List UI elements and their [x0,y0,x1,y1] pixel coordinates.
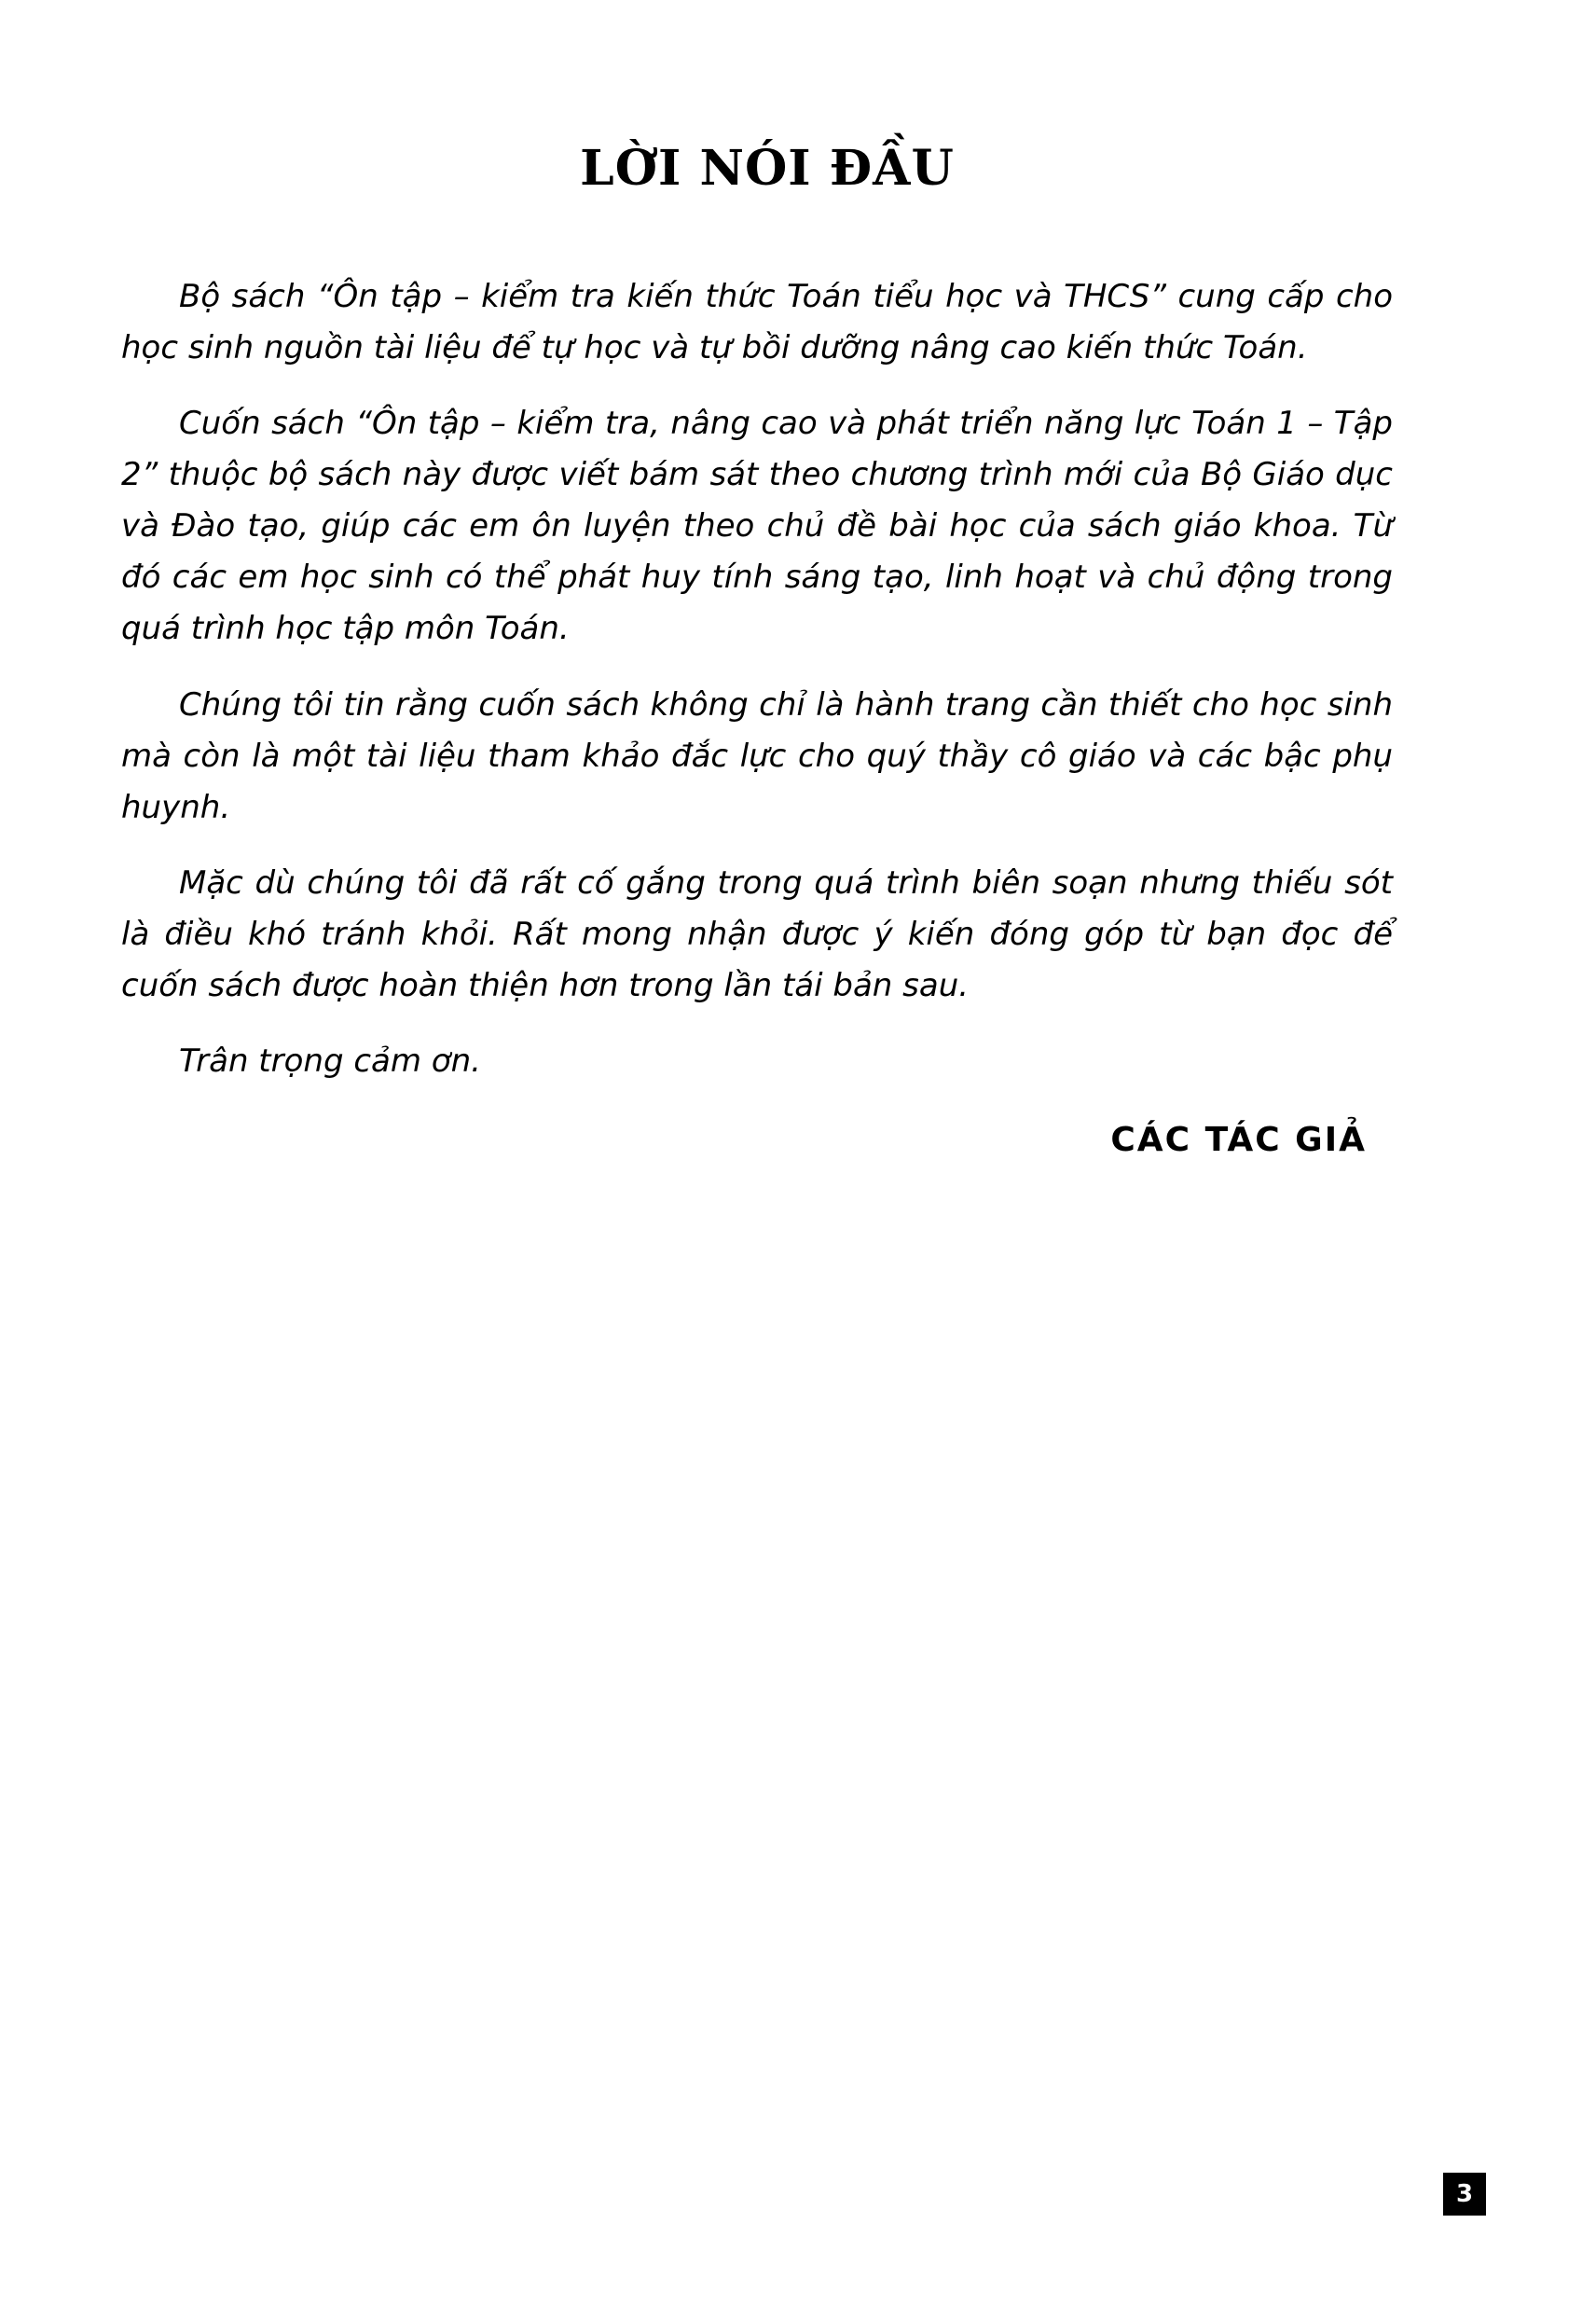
page-number-badge: 3 [1443,2173,1486,2216]
page-content [110,140,1406,1159]
authors-signature: CÁC TÁC GIẢ [1110,1121,1367,1160]
paragraph: Cuốn sách “Ôn tập – kiểm tra, nâng cao và phát triển năng lực Toán 1 – Tập 2” thuộc bộ sách này được viết bám sát theo chương trình mới của Bộ Giáo dục và Đào tạo, giúp các em ôn luyện theo chủ đề bài học của sách giáo khoa. Từ đó các em học sinh có thể phát huy tính sáng tạo, linh hoạt và chủ động trong quá trình học tập môn Toán. [121,405,1393,648]
paragraph: Trân trọng cảm ơn. [179,1043,481,1081]
paragraph: Mặc dù chúng tôi đã rất cố gắng trong quá trình biên soạn nhưng thiếu sót là điều khó tránh khỏi. Rất mong nhận được ý kiến đóng góp từ bạn đọc để cuốn sách được hoàn thiện hơn trong lần tái bản sau. [121,863,1393,1004]
page-title: LỜI NÓI ĐẦU [580,140,955,197]
paragraph: Bộ sách “Ôn tập – kiểm tra kiến thức Toán tiểu học và THCS” cung cấp cho học sinh nguồn tài liệu để tự học và tự bồi dưỡng nâng cao kiến thức Toán. [121,278,1393,367]
paragraph: Chúng tôi tin rằng cuốn sách không chỉ là hành trang cần thiết cho học sinh mà còn là một tài liệu tham khảo đắc lực cho quý thầy cô giáo và các bậc phụ huynh. [121,685,1393,826]
preface-body [110,271,1406,1087]
